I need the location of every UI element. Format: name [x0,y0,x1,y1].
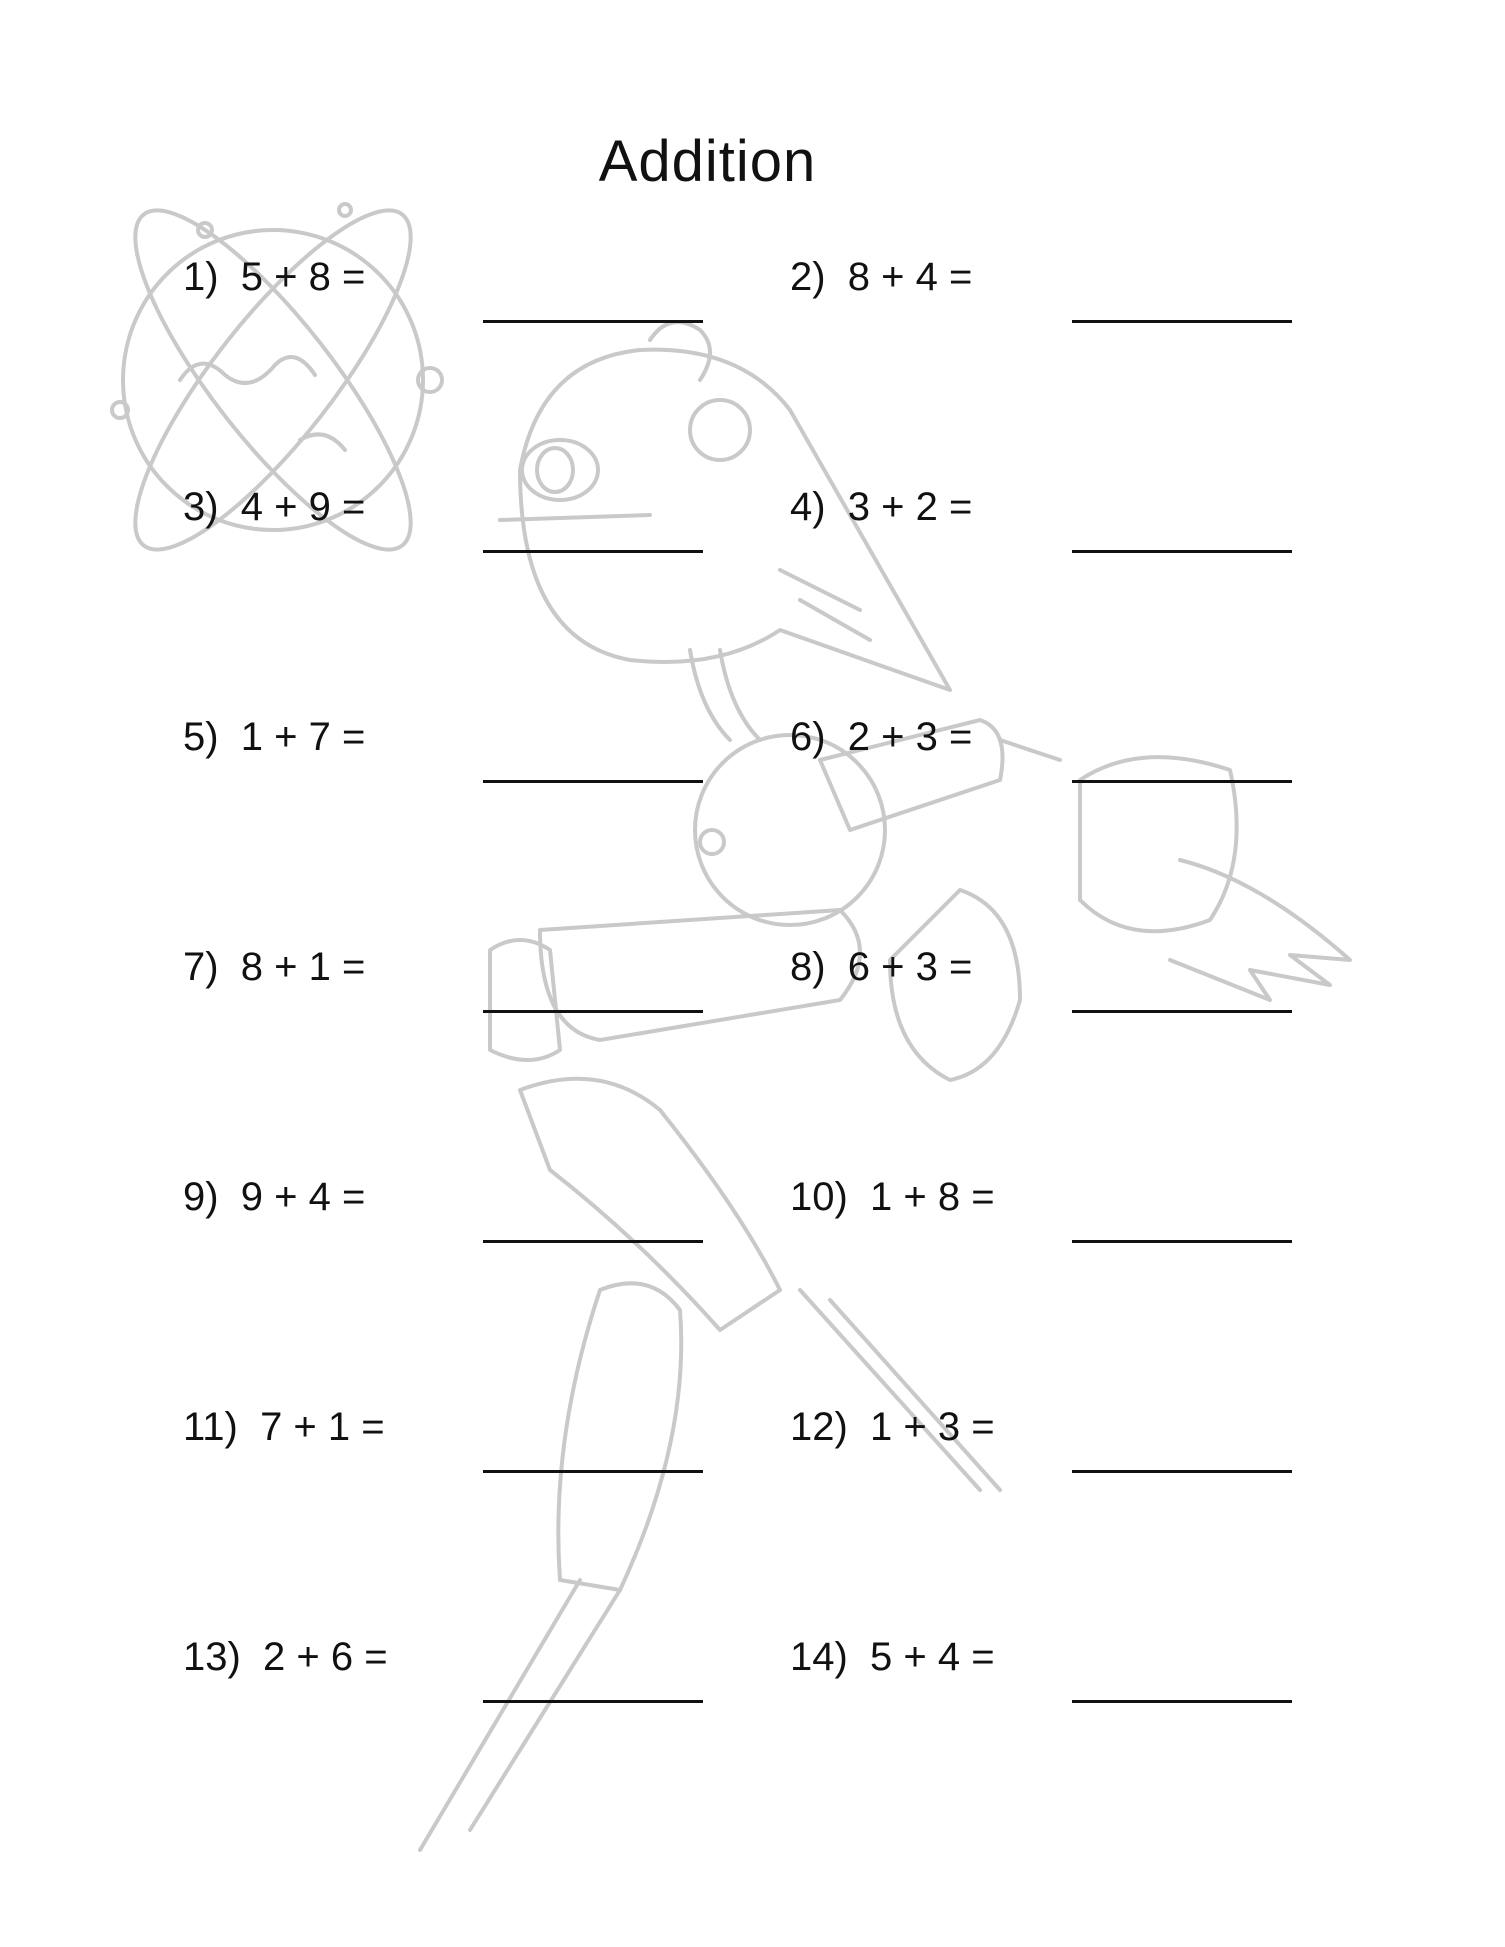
problem-text: 12) 1 + 3 = [790,1405,995,1449]
answer-line[interactable] [1072,1470,1292,1473]
answer-line[interactable] [483,780,703,783]
page-title: Addition [598,129,817,194]
problem-text: 13) 2 + 6 = [183,1635,388,1679]
problem-text: 7) 8 + 1 = [183,945,366,989]
problem-2 [790,252,1390,332]
answer-line[interactable] [1072,1240,1292,1243]
answer-line[interactable] [483,1010,703,1013]
problem-13 [183,1632,783,1712]
problem-text: 8) 6 + 3 = [790,945,973,989]
problem-text: 6) 2 + 3 = [790,715,973,759]
problem-text: 9) 9 + 4 = [183,1175,366,1219]
problem-text: 5) 1 + 7 = [183,715,366,759]
answer-line[interactable] [483,1700,703,1703]
problem-text: 3) 4 + 9 = [183,485,366,529]
answer-line[interactable] [1072,550,1292,553]
problem-5 [183,712,783,792]
problem-11 [183,1402,783,1482]
problem-text: 1) 5 + 8 = [183,255,366,299]
answer-line[interactable] [483,1470,703,1473]
answer-line[interactable] [1072,1010,1292,1013]
problem-8 [790,942,1390,1022]
problem-text: 14) 5 + 4 = [790,1635,995,1679]
answer-line[interactable] [483,1240,703,1243]
problem-6 [790,712,1390,792]
answer-line[interactable] [483,320,703,323]
problem-9 [183,1172,783,1252]
problem-3 [183,482,783,562]
answer-line[interactable] [483,550,703,553]
problem-12 [790,1402,1390,1482]
answer-line[interactable] [1072,780,1292,783]
problem-1 [183,252,783,332]
problem-text: 11) 7 + 1 = [183,1405,385,1449]
answer-line[interactable] [1072,320,1292,323]
problem-text: 2) 8 + 4 = [790,255,973,299]
problem-4 [790,482,1390,562]
problem-14 [790,1632,1390,1712]
problem-10 [790,1172,1390,1252]
problem-text: 10) 1 + 8 = [790,1175,995,1219]
answer-line[interactable] [1072,1700,1292,1703]
problem-7 [183,942,783,1022]
problem-text: 4) 3 + 2 = [790,485,973,529]
